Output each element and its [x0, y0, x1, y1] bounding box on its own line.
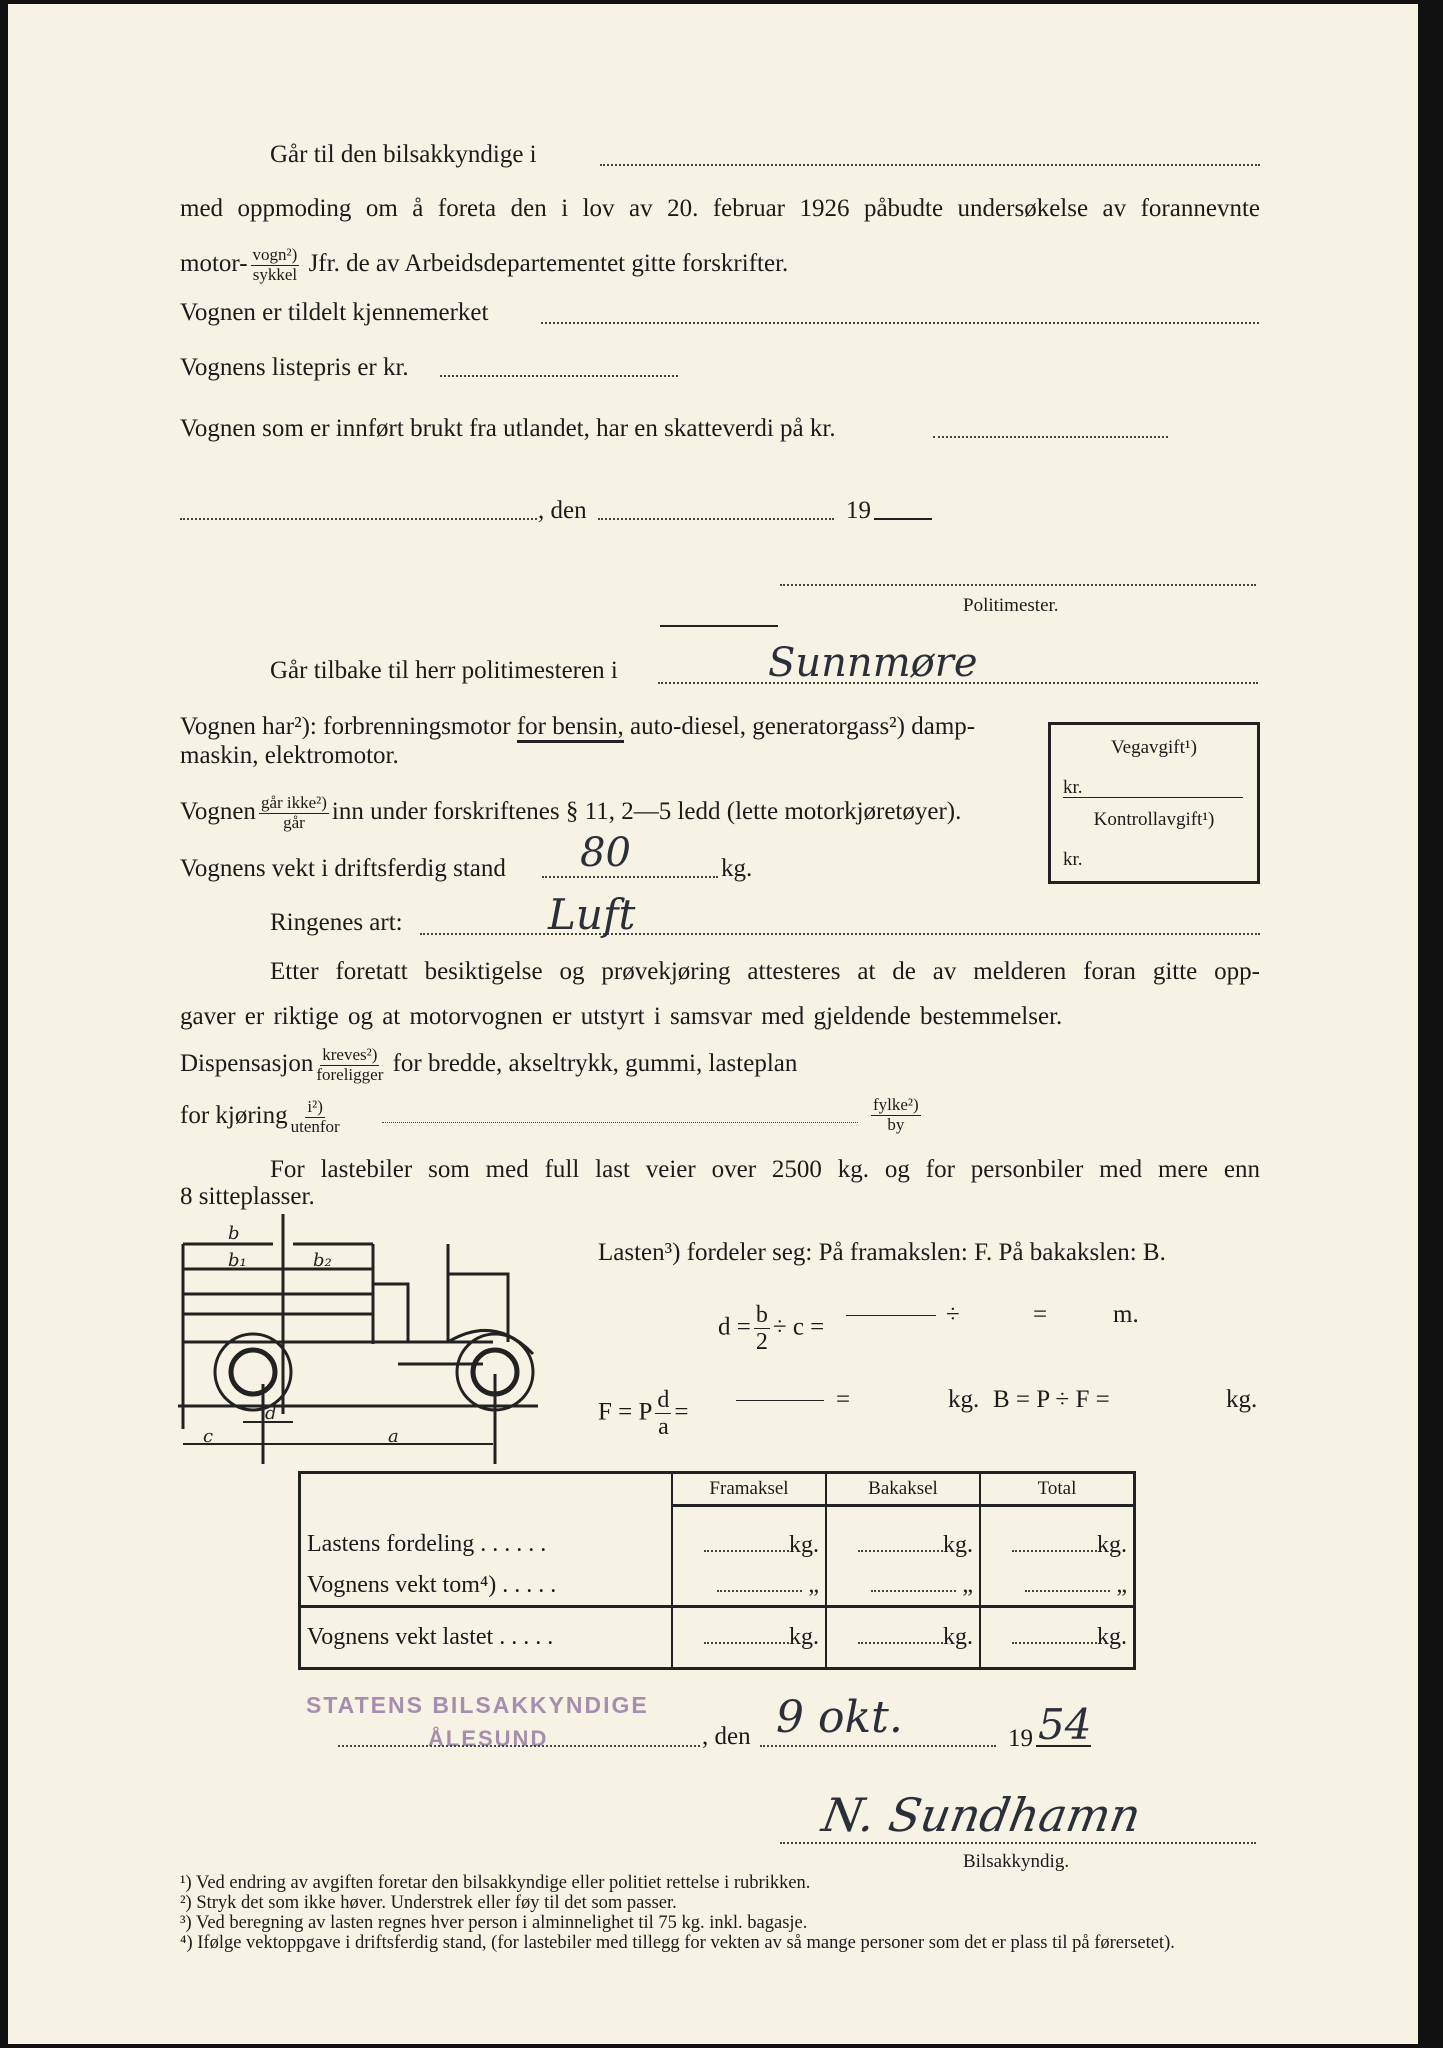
date-handwritten: 9 okt. [776, 1692, 903, 1743]
ringer-field[interactable] [420, 933, 1260, 935]
table-header-row [300, 1473, 1135, 1506]
truck-diagram [173, 1214, 543, 1464]
bilsakkyndig-signature-field[interactable] [780, 1842, 1256, 1844]
vegavgift-field[interactable] [1063, 797, 1243, 798]
skatteverdi-field[interactable] [933, 436, 1168, 438]
lasten-text: Lasten³) fordeler seg: På framakslen: F. På bakakslen: B. [598, 1239, 1166, 1266]
formula-f: F = P $\frac{d}{a}$ = [598, 1387, 689, 1441]
label-c: c [203, 1426, 214, 1447]
motor-prefix: motor- [180, 249, 248, 277]
lastebiler-line2: 8 sitteplasser. [180, 1183, 315, 1210]
ringer-label: Ringenes art: [270, 909, 403, 936]
fee-box [1048, 722, 1260, 884]
regulations-text: Jfr. de av Arbeidsdepartementet gitte forskrifter. [308, 249, 789, 277]
year-prefix-2: 19 [1008, 1725, 1033, 1752]
col-bakaksel: Bakaksel [826, 1473, 980, 1506]
table-row: Vognens vekt tom⁴) . . . . . „ „ „ [300, 1565, 1135, 1607]
vekt-value-handwritten: 80 [580, 830, 631, 876]
underlined-option: for bensin, [517, 713, 624, 743]
stamp-line1: STATENS BILSAKKYNDIGE [306, 1692, 649, 1718]
formula-f-eq: = [836, 1386, 851, 1413]
kontrollavgift-kr: kr. [1063, 849, 1083, 870]
kjennemerke-label: Vognen er tildelt kjennemerket [180, 299, 489, 326]
vegavgift-label: Vegavgift¹) [1111, 737, 1197, 758]
kreves-fraction: $\frac{\text{kreves²)}}{\text{foreligger}}$ [316, 1045, 384, 1084]
label-a: a [388, 1426, 399, 1447]
col-framaksel: Framaksel [672, 1473, 826, 1506]
footnote-2: ²) Stryk det som ikke høver. Understrek eller føy til det som passer. [180, 1893, 677, 1913]
year-prefix: 19 [846, 497, 871, 524]
divider [660, 625, 778, 627]
line-bilsakkyndige-label: Går til den bilsakkyndige i [270, 141, 537, 168]
formula-d-unit: m. [1113, 1301, 1139, 1328]
formula-f-unit: kg. [948, 1386, 980, 1413]
return-label: Går tilbake til herr politimesteren i [270, 657, 618, 684]
label-b2: b₂ [313, 1250, 332, 1271]
kjennemerke-field[interactable] [541, 322, 1259, 324]
table-row: Lastens fordeling . . . . . . kg. kg. kg. [300, 1506, 1135, 1566]
signature-handwritten: N. Sundhamn [818, 1788, 1145, 1842]
label-b1: b₁ [228, 1250, 247, 1271]
lastebiler-line1: For lastebiler som med full last veier over 2500 kg. og for personbiler med mere enn [270, 1156, 1260, 1183]
i-utenfor-fraction: $\frac{\text{i²)}}{\text{utenfor}}$ [290, 1097, 340, 1136]
table-row: Vognens vekt lastet . . . . . kg. kg. kg. [300, 1607, 1135, 1669]
footnote-4: ⁴) Ifølge vektoppgave i driftsferdig stand, (for lastebiler med tillegg for vekten av så mange personer som det er plass til på førersetet). [180, 1933, 1175, 1953]
stamp-place-field[interactable] [338, 1745, 700, 1747]
kjoring-line: for kjøring $\frac{\text{i²)}}{\text{utenfor}}$ [180, 1097, 340, 1136]
request-text: med oppmoding om å foreta den i lov av 20. februar 1926 påbudte undersøkelse av forannevnte [180, 195, 1260, 222]
return-value-handwritten: Sunnmøre [768, 640, 978, 686]
date-field[interactable] [598, 518, 834, 520]
load-distribution-table [298, 1471, 1136, 1670]
politimester-label: Politimester. [963, 595, 1059, 616]
fylke-by-fraction: $\frac{\text{fylke²)}}{by}$ [873, 1095, 919, 1134]
formula-d: d = $\frac{b}{2}$ ÷ c = [718, 1302, 825, 1356]
formula-d-field[interactable] [846, 1315, 936, 1316]
formula-d-eq: = [1033, 1301, 1048, 1328]
skatteverdi-label: Vognen som er innført brukt fra utlandet, har en skatteverdi på kr. [180, 415, 836, 442]
col-total: Total [980, 1473, 1135, 1506]
vekt-unit: kg. [721, 855, 753, 882]
formula-b: B = P ÷ F = [993, 1386, 1110, 1413]
politimester-signature-field[interactable] [780, 584, 1256, 586]
kjoring-field[interactable] [382, 1122, 858, 1123]
bilsakkyndige-field[interactable] [600, 164, 1260, 166]
formula-d-div: ÷ [946, 1301, 960, 1328]
footnote-3: ³) Ved beregning av lasten regnes hver person i alminnelighet til 75 kg. inkl. bagasje. [180, 1913, 808, 1933]
dispensasjon-line: Dispensasjon $\frac{\text{kreves²)}}{\text{foreligger}}$ for bredde, akseltrykk, gummi, lasteplan [180, 1045, 798, 1084]
footnote-1: ¹) Ved endring av avgiften foretar den bilsakkyndige eller politiet rettelse i rubrikken. [180, 1873, 811, 1893]
vekt-field[interactable] [542, 876, 718, 878]
den-label: , den [538, 497, 587, 524]
listepris-field[interactable] [440, 375, 678, 377]
kontrollavgift-label: Kontrollavgift¹) [1093, 809, 1215, 830]
date-field-2[interactable] [760, 1745, 996, 1747]
motor-line [180, 246, 788, 284]
vegavgift-kr: kr. [1063, 777, 1083, 798]
label-d: d [265, 1403, 277, 1424]
year-handwritten: 54 [1038, 1700, 1092, 1749]
vogn-sykkel-fraction: $\frac{\text{vogn²)}}{\text{sykkel}}$ [252, 245, 298, 284]
year-field[interactable] [874, 518, 932, 520]
attest-line2: gaver er riktige og at motorvognen er utstyrt i samsvar med gjeldende bestemmelser. [180, 1003, 1063, 1030]
gaar-fraction: $\frac{\text{går ikke²)}}{\text{går}}$ [260, 793, 327, 832]
listepris-label: Vognens listepris er kr. [180, 354, 409, 381]
motor-type-line2: maskin, elektromotor. [180, 742, 399, 769]
place-field[interactable] [180, 518, 537, 520]
bilsakkyndig-label: Bilsakkyndig. [963, 1851, 1070, 1872]
formula-b-unit: kg. [1226, 1386, 1258, 1413]
attest-line1: Etter foretatt besiktigelse og prøvekjøring attesteres at de av melderen foran gitte opp- [270, 958, 1260, 985]
label-b: b [228, 1223, 240, 1244]
motor-type-line1: Vognen har²): forbrenningsmotor for bensin, auto-diesel, generatorgass²) damp- [180, 714, 975, 739]
stamp-line2: ÅLESUND [428, 1726, 549, 1751]
formula-f-field[interactable] [736, 1400, 824, 1401]
vekt-label: Vognens vekt i driftsferdig stand [180, 855, 506, 882]
ringer-value-handwritten: Luft [548, 890, 636, 939]
den-label-2: , den [702, 1723, 751, 1750]
document-page [8, 4, 1418, 2044]
gaar-line: Vognen $\frac{\text{går ikke²)}}{\text{går}}$ inn under forskriftenes § 11, 2—5 ledd (lette motorkjøretøyer). [180, 793, 962, 832]
